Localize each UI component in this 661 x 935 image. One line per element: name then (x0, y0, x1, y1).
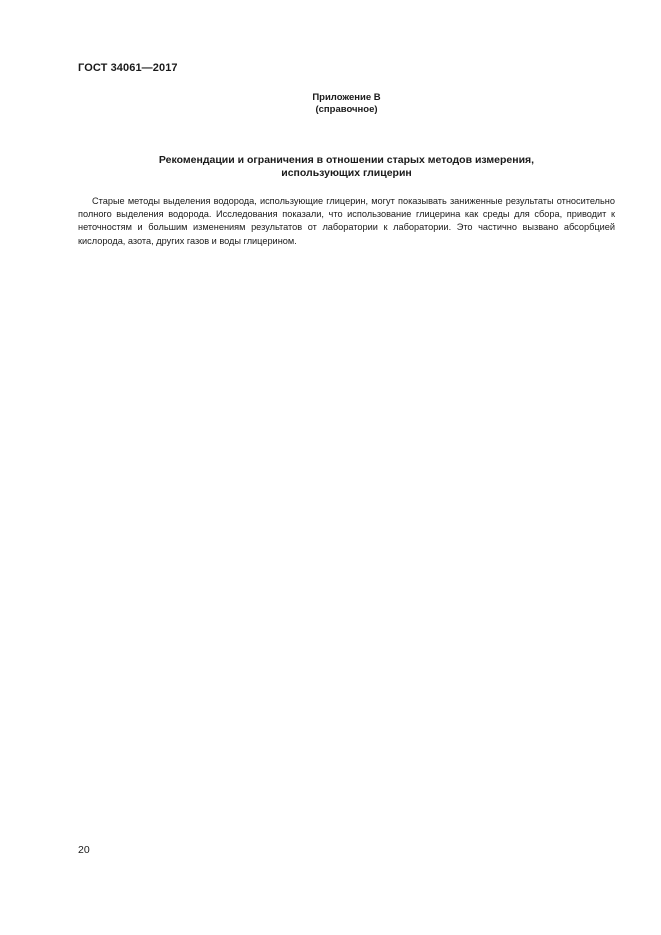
page-number: 20 (78, 844, 90, 856)
section-title (78, 154, 615, 180)
section-title-line-2: использующих глицерин (281, 167, 412, 179)
body-paragraph: Старые методы выделения водорода, использующие глицерин, могут показывать заниженные результаты относительно полного выделения водорода. Исследования показали, что использование глицерина как среды для сбора, приводит к неточностям и большим изменениям результатов от лаборатории к лаборатории. Это частично вызвано абсорбцией кислорода, азота, других газов и воды глицерином. (78, 196, 615, 246)
annex-type: (справочное) (315, 104, 378, 115)
document-code: ГОСТ 34061—2017 (78, 62, 178, 74)
section-title-line-1: Рекомендации и ограничения в отношении старых методов измерения, (158, 154, 535, 166)
annex-title: Приложение В (312, 92, 381, 103)
